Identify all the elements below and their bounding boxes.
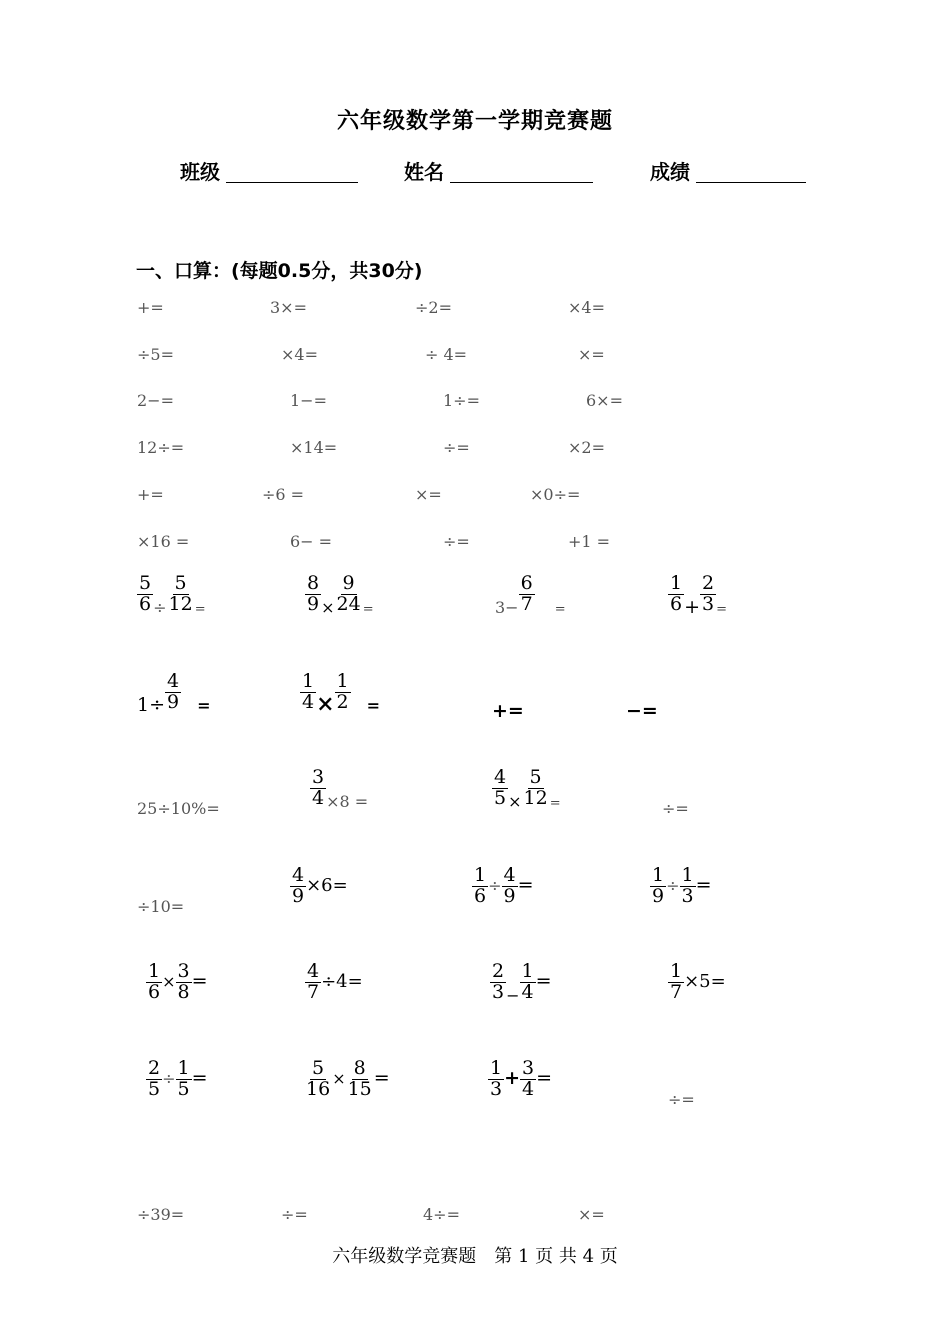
problem: 1÷= <box>443 391 480 410</box>
problem: += <box>492 700 524 722</box>
problem: $\frac{4}{9}$ ×6= <box>292 864 348 907</box>
page-title: 六年级数学第一学期竞赛题 <box>336 109 613 134</box>
problem: 6×= <box>586 391 623 410</box>
problem: ÷= <box>281 1205 308 1224</box>
problem: +1 = <box>568 532 611 551</box>
problem: $\frac{5}{6}$ ÷ $\frac{5}{12}$ $_=$ <box>139 572 206 617</box>
problem: += <box>137 298 164 317</box>
problem: ×= <box>578 345 605 364</box>
problem: 12÷= <box>137 438 185 457</box>
problem: $\frac{4}{7}$ ÷4= <box>307 960 363 1003</box>
problem: ÷39= <box>137 1205 185 1224</box>
problem: ×= <box>578 1205 605 1224</box>
name-field[interactable] <box>450 158 593 183</box>
problem: 4÷= <box>423 1205 460 1224</box>
name-label: 姓名 <box>404 160 444 184</box>
class-field[interactable] <box>226 158 358 183</box>
problem: $\frac{1}{6}$ ÷ $\frac{4}{9}$ = <box>474 864 534 907</box>
problem: ×= <box>415 485 442 504</box>
problem: ÷= <box>668 1090 695 1109</box>
page-footer: 六年级数学竞赛题 第 1 页 共 4 页 <box>332 1246 618 1267</box>
problem: ÷5= <box>137 345 174 364</box>
problem: ÷10= <box>137 897 185 916</box>
problem: ÷= <box>443 532 470 551</box>
problem: $\frac{4}{5}$ × $\frac{5}{12}$ $_=$ <box>494 766 561 811</box>
problem: 1÷ $\frac{4}{9}$ = <box>137 670 211 716</box>
problem: $\frac{1}{9}$ ÷ $\frac{1}{3}$ = <box>652 864 712 907</box>
problem: $\frac{1}{3}$ + $\frac{3}{4}$ = <box>490 1057 553 1100</box>
problem: $\frac{5}{16}$ × $\frac{8}{15}$ = <box>306 1057 390 1100</box>
problem: $\frac{2}{5}$ ÷ $\frac{1}{5}$ = <box>148 1057 208 1100</box>
problem: 25÷10%= <box>137 799 220 818</box>
problem: ÷6 = <box>262 485 305 504</box>
problem: ÷ 4= <box>425 345 468 364</box>
problem: 3×= <box>270 298 307 317</box>
problem: += <box>137 485 164 504</box>
problem: ×0÷= <box>530 485 581 504</box>
problem: $\frac{2}{3}$ − $\frac{1}{4}$ = <box>492 960 552 1005</box>
problem: ÷= <box>662 799 689 818</box>
problem: $\frac{1}{6}$ × $\frac{3}{8}$ = <box>148 960 208 1003</box>
problem: 6− = <box>290 532 333 551</box>
problem: $\frac{8}{9}$ × $\frac{9}{24}$ $_=$ <box>307 572 374 617</box>
problem: 3− $\frac{6}{7}$ $_=$ <box>495 572 566 617</box>
problem: ×16 = <box>137 532 190 551</box>
class-label: 班级 <box>180 160 220 184</box>
problem: 1−= <box>290 391 327 410</box>
problem: ÷= <box>443 438 470 457</box>
problem: ×4= <box>281 345 318 364</box>
problem: $\frac{3}{4}$ ×8 = <box>312 766 369 811</box>
score-label: 成绩 <box>650 160 690 184</box>
score-field[interactable] <box>696 158 806 183</box>
problem: $\frac{1}{6}$ + $\frac{2}{3}$ $_=$ <box>670 572 728 618</box>
problem: ÷2= <box>415 298 452 317</box>
problem: $\frac{1}{4}$ × $\frac{1}{2}$ = <box>302 670 381 717</box>
problem: $\frac{1}{7}$ ×5= <box>670 960 726 1003</box>
section-title: 一、口算：(每题0.5分，共30分) <box>136 260 423 282</box>
problem: ×4= <box>568 298 605 317</box>
problem: 2−= <box>137 391 174 410</box>
problem: ×14= <box>290 438 338 457</box>
problem: ×2= <box>568 438 605 457</box>
problem: −= <box>626 700 658 722</box>
